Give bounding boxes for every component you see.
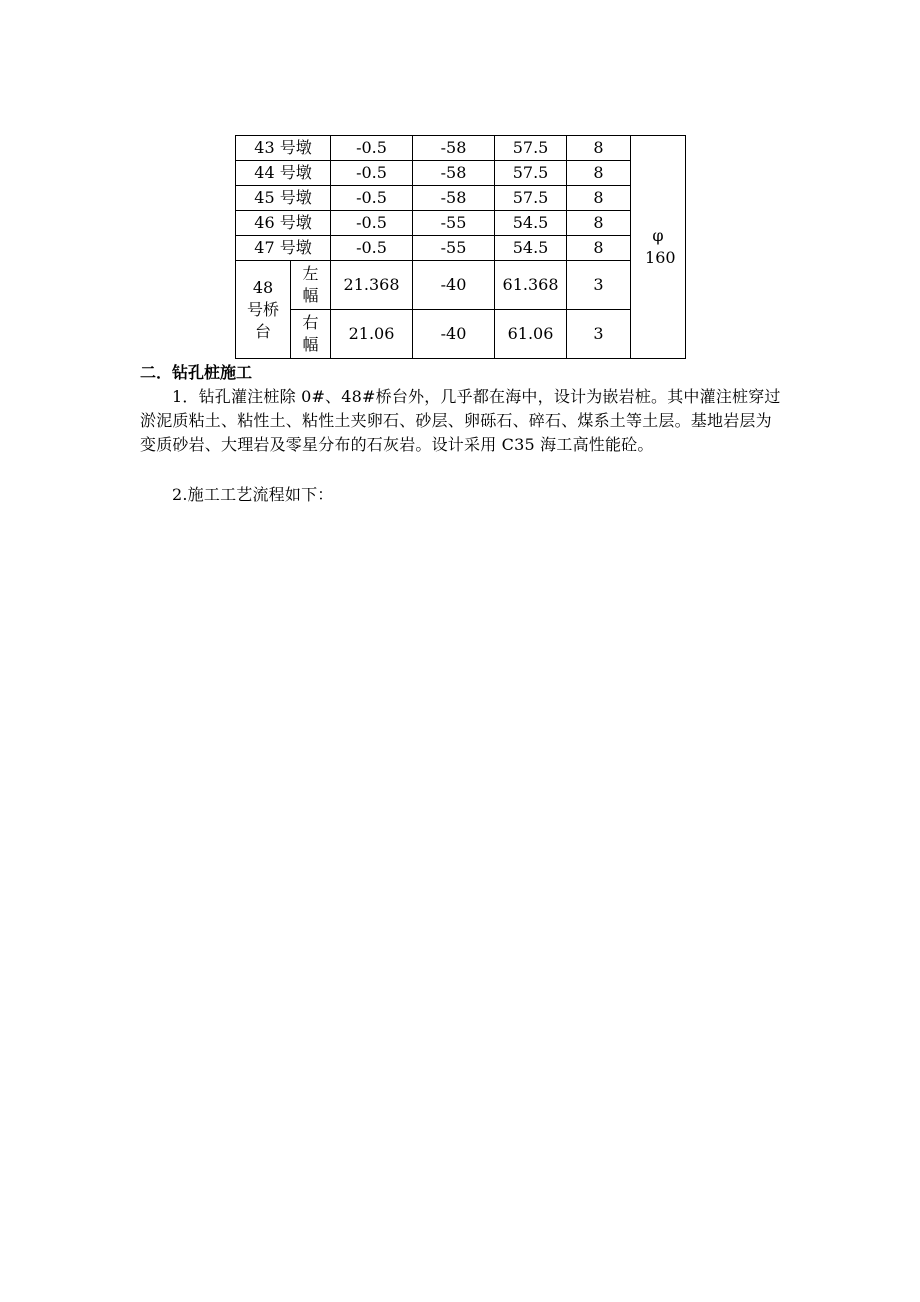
table-cell: -0.5 [331,236,413,261]
table-cell: -58 [413,136,495,161]
section-heading: 二．钻孔桩施工 [140,363,253,382]
abutment-name-cell: 48 号桥台 [236,261,291,359]
table-row [236,236,686,261]
table-cell: -0.5 [331,161,413,186]
table-cell: 21.368 [331,261,413,310]
table-cell: 61.06 [495,310,567,359]
table-row [236,186,686,211]
pier-name-cell: 47 号墩 [236,236,331,261]
table-cell: 3 [567,261,631,310]
table-row [236,161,686,186]
table-cell: -0.5 [331,136,413,161]
table-cell: 54.5 [495,236,567,261]
table-cell: 8 [567,186,631,211]
table-cell: 8 [567,211,631,236]
table-cell: -0.5 [331,211,413,236]
abutment-side-cell: 左幅 [291,261,331,310]
table-cell: 61.368 [495,261,567,310]
table-cell: 21.06 [331,310,413,359]
body-paragraph: 1．钻孔灌注桩除 0#、48#桥台外，几乎都在海中，设计为嵌岩桩。其中灌注桩穿过淤泥质粘土、粘性土、粘性土夹卵石、砂层、卵砾石、碎石、煤系土等土层。基地岩层为变质砂岩、大理岩及零星分布的石灰岩。设计采用 C35 海工高性能砼。 [140,387,781,454]
table-row [236,211,686,236]
table-row [236,310,686,359]
table-cell: 8 [567,236,631,261]
table-cell: 8 [567,136,631,161]
body-paragraph: 2.施工工艺流程如下： [172,485,334,504]
table-cell: -40 [413,310,495,359]
table-cell: -55 [413,236,495,261]
table-cell: 57.5 [495,136,567,161]
pier-name-cell: 46 号墩 [236,211,331,236]
pile-data-table [235,135,686,359]
table-cell: 54.5 [495,211,567,236]
table-cell: -40 [413,261,495,310]
pier-name-cell: 43 号墩 [236,136,331,161]
table-row [236,261,686,310]
table-cell: -55 [413,211,495,236]
table-cell: 8 [567,161,631,186]
pier-name-cell: 45 号墩 [236,186,331,211]
table-cell: 3 [567,310,631,359]
table-cell: -58 [413,186,495,211]
table-cell: -0.5 [331,186,413,211]
table-cell: 57.5 [495,161,567,186]
table-cell: 57.5 [495,186,567,211]
table-row [236,136,686,161]
table-cell: -58 [413,161,495,186]
abutment-side-cell: 右幅 [291,310,331,359]
pile-diameter-cell: φ 160 [631,136,686,359]
pier-name-cell: 44 号墩 [236,161,331,186]
